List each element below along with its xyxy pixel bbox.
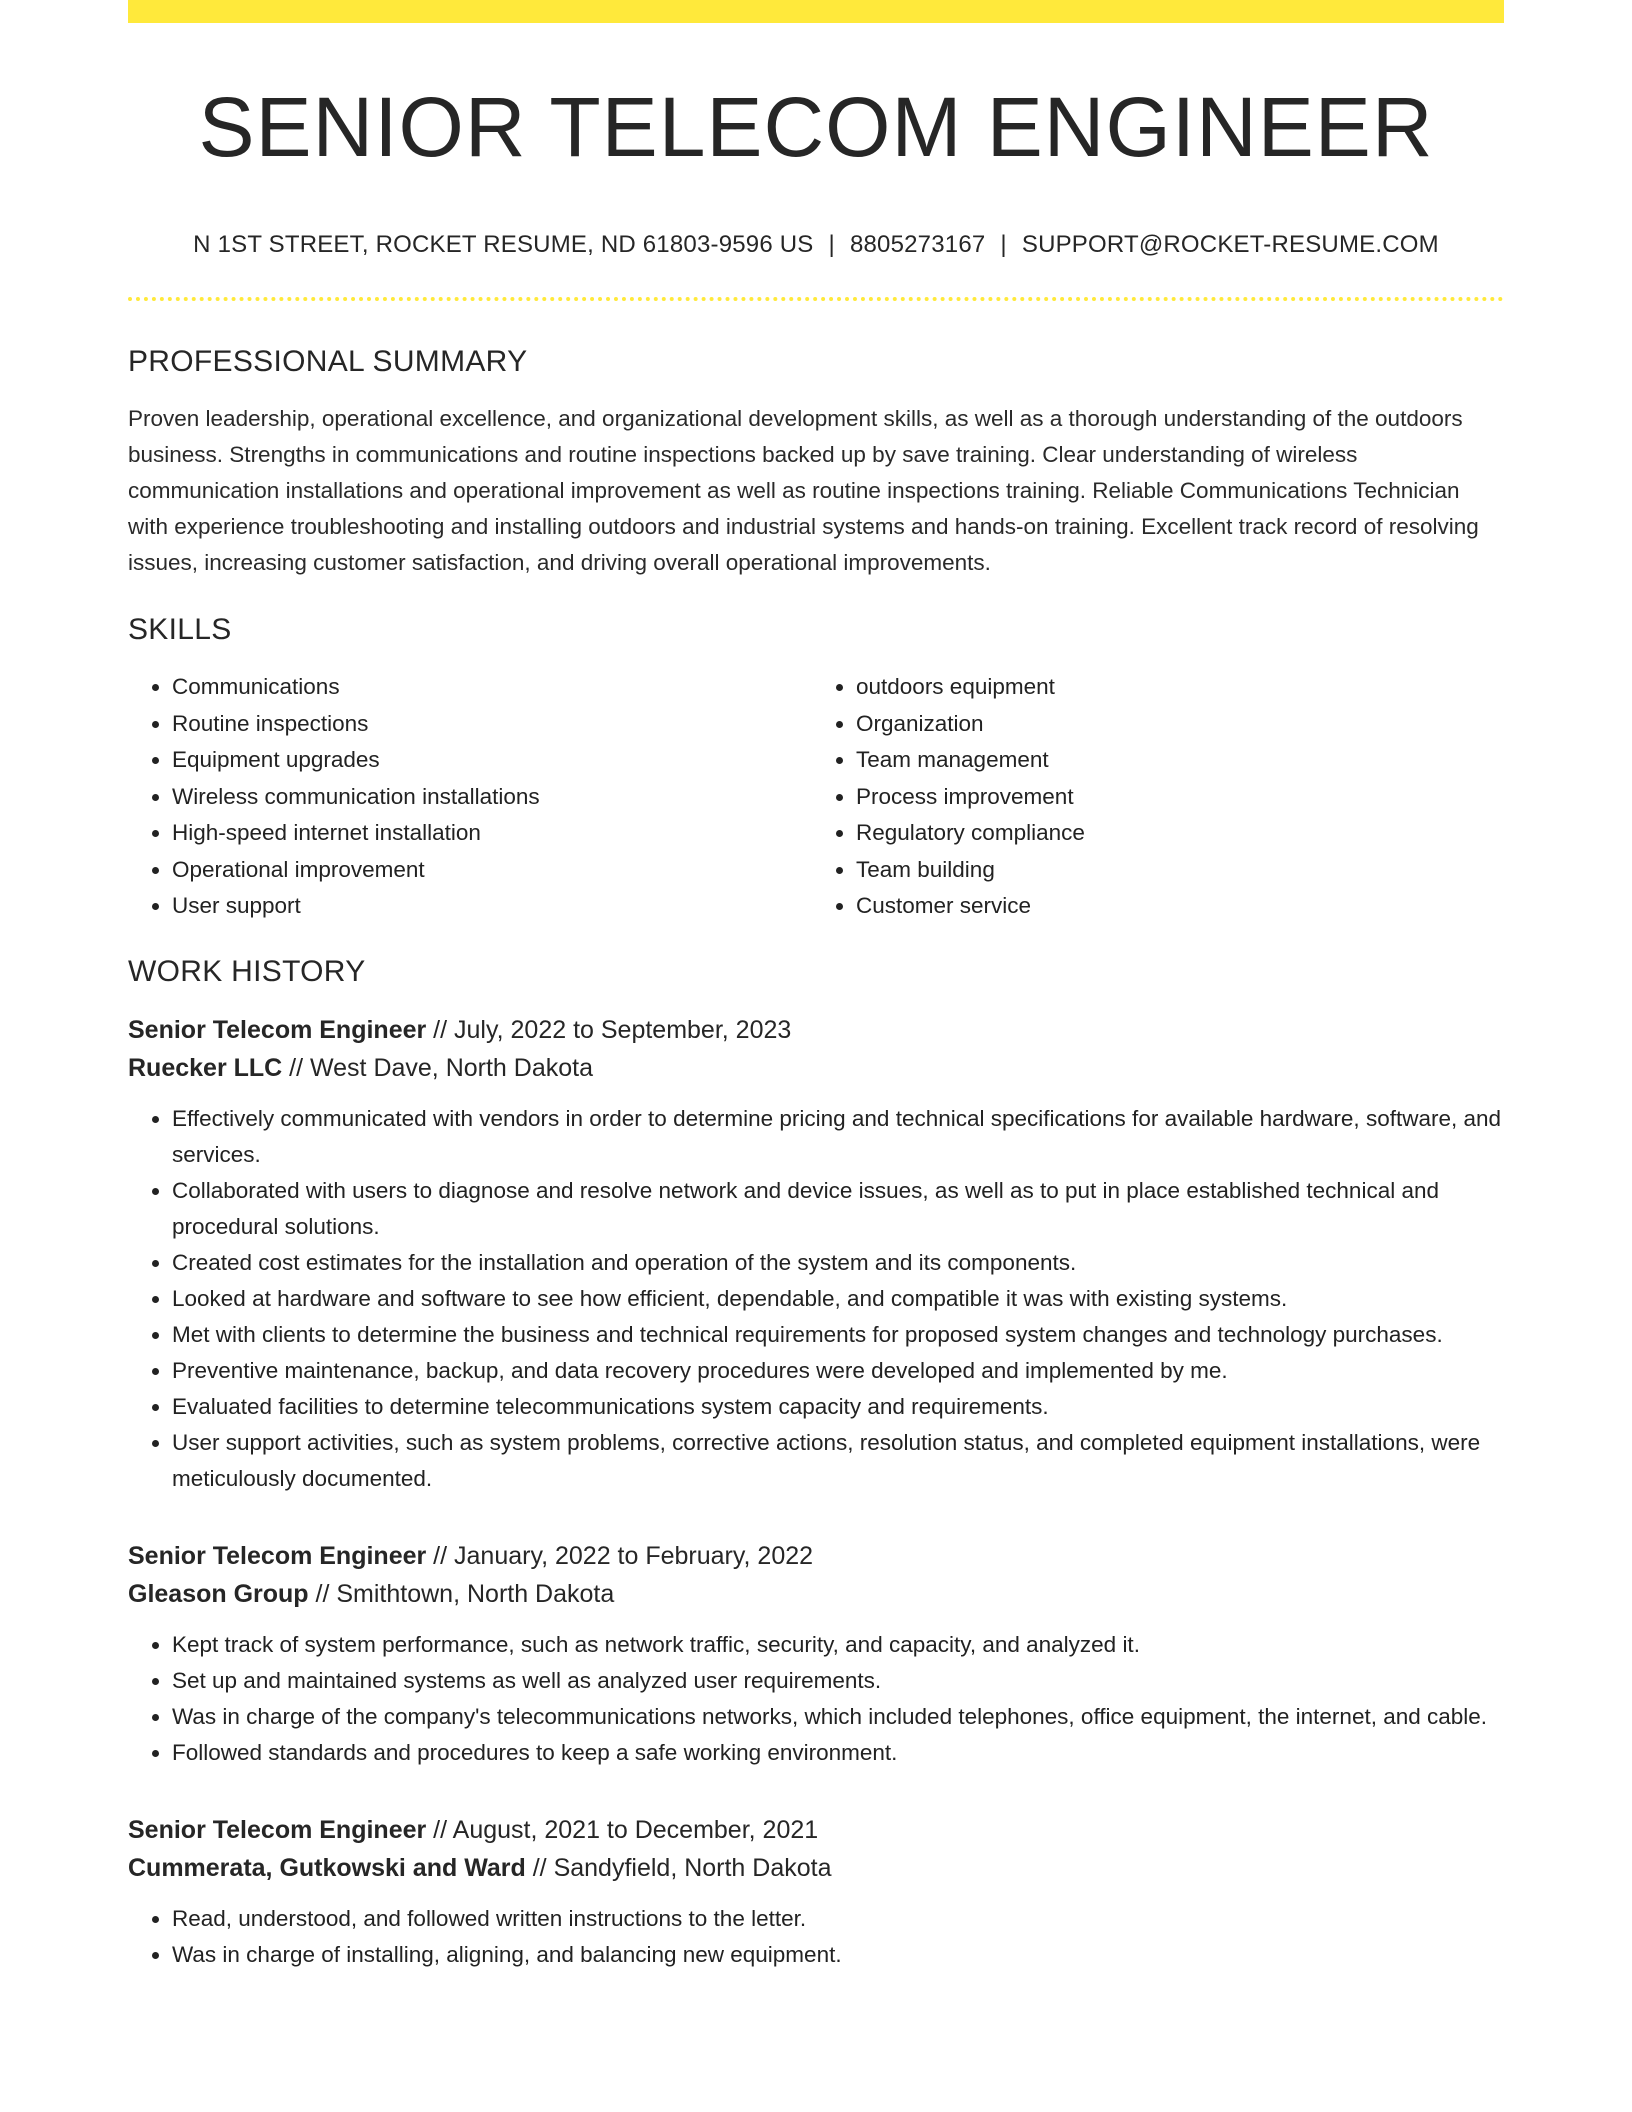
contact-address: N 1ST STREET, ROCKET RESUME, ND 61803-9596 US: [193, 231, 814, 259]
job-bullets: [128, 1627, 1504, 1771]
job-company-line: [128, 1849, 1504, 1887]
skill-item: • Team management: [856, 742, 1490, 779]
skill-item: • Organization: [856, 706, 1490, 743]
job-bullet: • Kept track of system performance, such as network traffic, security, and capacity, and analyzed it.: [172, 1627, 1504, 1663]
skills-column-left: [128, 669, 806, 925]
job-role-line: [128, 1537, 1504, 1575]
job-bullet: • Read, understood, and followed written instructions to the letter.: [172, 1901, 1504, 1937]
contact-email: SUPPORT@ROCKET-RESUME.COM: [1021, 231, 1439, 259]
contact-separator: |: [828, 231, 835, 259]
skill-item: • Routine inspections: [172, 706, 806, 743]
job-bullets: [128, 1901, 1504, 1973]
job-dates: // January, 2022 to February, 2022: [426, 1541, 814, 1570]
section-title-summary: PROFESSIONAL SUMMARY: [128, 345, 528, 379]
job-bullet: • Collaborated with users to diagnose and resolve network and device issues, as well as to put in place established technical and procedural solutions.: [172, 1173, 1504, 1245]
skill-item: • Customer service: [856, 888, 1490, 925]
job-location: // Sandyfield, North Dakota: [525, 1853, 832, 1882]
skill-item: • Operational improvement: [172, 852, 806, 889]
job-bullet: • Set up and maintained systems as well as analyzed user requirements.: [172, 1663, 1504, 1699]
skill-item: • Equipment upgrades: [172, 742, 806, 779]
job-bullet: • Looked at hardware and software to see how efficient, dependable, and compatible it was with existing systems.: [172, 1281, 1504, 1317]
top-accent-bar: [128, 0, 1504, 23]
skill-item: • Team building: [856, 852, 1490, 889]
skill-item: • High-speed internet installation: [172, 815, 806, 852]
skill-item: • Regulatory compliance: [856, 815, 1490, 852]
job-entry: [128, 1811, 1504, 1973]
skill-item: • Communications: [172, 669, 806, 706]
job-bullet: • Effectively communicated with vendors in order to determine pricing and technical specifications for available hardware, software, and services.: [172, 1101, 1504, 1173]
section-title-skills: SKILLS: [128, 613, 232, 647]
job-dates: // August, 2021 to December, 2021: [426, 1815, 819, 1844]
job-company-line: [128, 1575, 1504, 1613]
job-role: Senior Telecom Engineer: [128, 1015, 427, 1044]
resume-title: SENIOR TELECOM ENGINEER: [198, 80, 1434, 174]
job-bullet: • Evaluated facilities to determine telecommunications system capacity and requirements.: [172, 1389, 1504, 1425]
job-bullet: • Was in charge of installing, aligning, and balancing new equipment.: [172, 1937, 1504, 1973]
job-bullet: • Was in charge of the company's telecommunications networks, which included telephones, office equipment, the internet, and cable.: [172, 1699, 1504, 1735]
skill-item: • Wireless communication installations: [172, 779, 806, 816]
job-dates: // July, 2022 to September, 2023: [426, 1015, 792, 1044]
job-location: // Smithtown, North Dakota: [308, 1579, 615, 1608]
skills-column-right: [806, 669, 1490, 925]
skill-item: • User support: [172, 888, 806, 925]
job-role-line: [128, 1811, 1504, 1849]
skill-item: • Process improvement: [856, 779, 1490, 816]
contact-line: [128, 231, 1504, 259]
job-company-line: [128, 1049, 1504, 1087]
job-company: Ruecker LLC: [128, 1053, 283, 1082]
job-role: Senior Telecom Engineer: [128, 1815, 427, 1844]
job-company: Cummerata, Gutkowski and Ward: [128, 1853, 526, 1882]
resume-page: [128, 0, 1504, 1973]
job-bullet: • User support activities, such as system problems, corrective actions, resolution status, and completed equipment installations, were meticulously documented.: [172, 1425, 1504, 1497]
skill-item: • outdoors equipment: [856, 669, 1490, 706]
dotted-divider: [128, 297, 1504, 301]
job-role: Senior Telecom Engineer: [128, 1541, 427, 1570]
job-entry: [128, 1011, 1504, 1497]
job-bullet: • Created cost estimates for the installation and operation of the system and its components.: [172, 1245, 1504, 1281]
job-bullet: • Followed standards and procedures to keep a safe working environment.: [172, 1735, 1504, 1771]
summary-text: Proven leadership, operational excellence, and organizational development skills, as well as a thorough understanding of the outdoors business. Strengths in communications and routine inspections backed up by save training. Clear understanding of wireless communication installations and operational improvement as well as routine inspections training. Reliable Communications Technician with experience troubleshooting and installing outdoors and industrial systems and hands-on training. Excellent track record of resolving issues, increasing customer satisfaction, and driving overall operational improvements.: [128, 406, 1479, 576]
job-bullet: • Met with clients to determine the business and technical requirements for proposed system changes and technology purchases.: [172, 1317, 1504, 1353]
job-location: // West Dave, North Dakota: [282, 1053, 593, 1082]
section-title-work-history: WORK HISTORY: [128, 954, 366, 988]
job-entry: [128, 1537, 1504, 1771]
skills-list: [128, 669, 1504, 925]
contact-phone: 8805273167: [849, 231, 986, 259]
job-role-line: [128, 1011, 1504, 1049]
job-bullet: • Preventive maintenance, backup, and data recovery procedures were developed and implemented by me.: [172, 1353, 1504, 1389]
contact-separator: |: [1000, 231, 1007, 259]
job-company: Gleason Group: [128, 1579, 309, 1608]
job-bullets: [128, 1101, 1504, 1497]
